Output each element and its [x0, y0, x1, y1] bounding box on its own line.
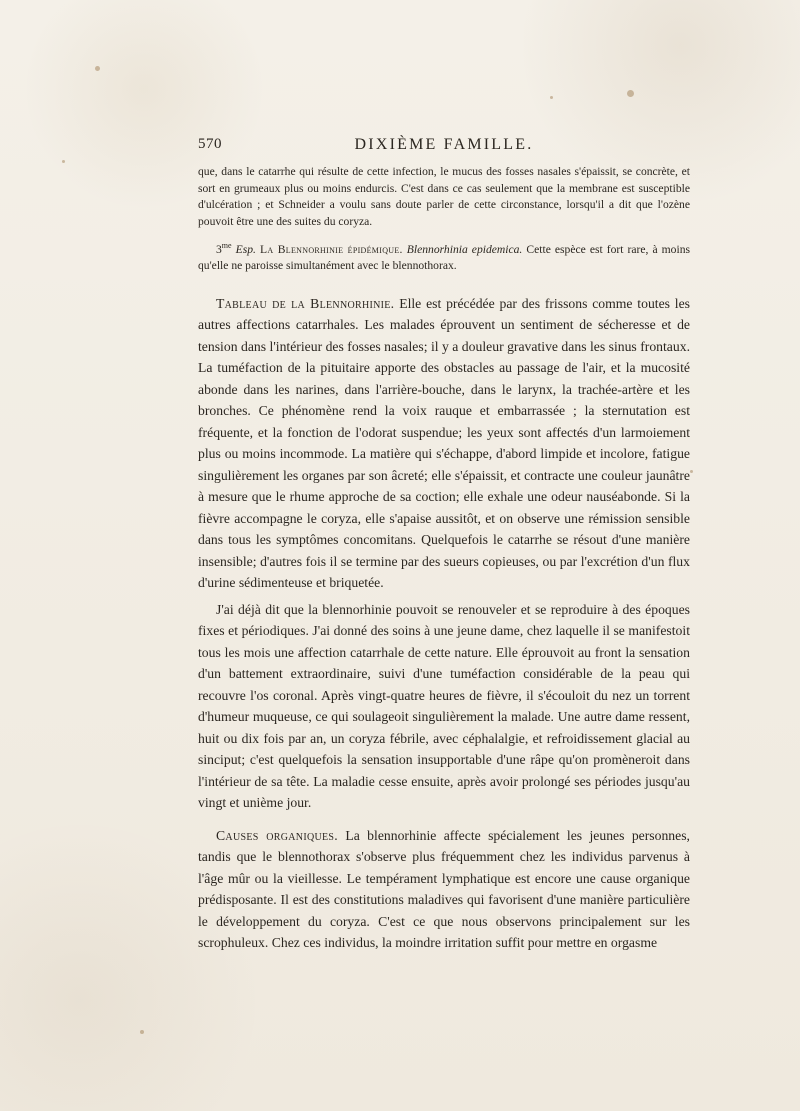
- paragraph-tableau: [198, 293, 690, 594]
- species-number: 3: [216, 242, 222, 256]
- species-title: La Blennorhinie épidémique.: [259, 242, 403, 256]
- paragraph-case-history: [198, 599, 690, 814]
- section-heading: Causes organiques.: [216, 827, 338, 843]
- paragraph-text: Cette espèce est fort rare, à moins qu'elle ne paroisse simultanément avec le blennothorax.: [198, 242, 690, 273]
- species-latin-name: Blennorhinia epidemica.: [406, 242, 523, 256]
- paper-speck: [690, 470, 693, 473]
- paragraph-text: La blennorhinie affecte spécialement les jeunes personnes, tandis que le blennothorax s'observe plus fréquemment chez les individus parvenus à l'âge mûr ou la vieillesse. Le tempérament lymphatique est encore une cause organique prédisposante. Il est des constitutions maladives qui favorisent d'une manière particulière le développement du coryza. C'est ce que nous observons principalement sur les scrophuleux. Chez ces individus, la moindre irritation suffit pour mettre en orgasme: [198, 827, 690, 951]
- paper-speck: [550, 96, 553, 99]
- species-number-suffix: me: [221, 241, 232, 250]
- section-heading: Tableau de la Blennorhinie.: [216, 295, 395, 311]
- paper-speck: [627, 90, 634, 97]
- paper-speck: [62, 160, 65, 163]
- paragraph-text: que, dans le catarrhe qui résulte de cette infection, le mucus des fosses nasales s'épaissit, se concrète, et sort en grumeaux plus ou moins endurcis. C'est dans ce cas seulement que la membrane est susceptible d'ulcération ; et Schneider a voulu sans doute parler de cette circonstance, lorsqu'il a dit que l'ozène pouvoit être une des suites du coryza.: [198, 165, 690, 228]
- paragraph-continuation: [198, 164, 690, 230]
- paragraph-text: J'ai déjà dit que la blennorhinie pouvoit se renouveler et se reproduire à des époques fixes et périodiques. J'ai donné des soins à une jeune dame, chez laquelle il se manifestoit tous les mois une affection catarrhale de cette nature. Elle éprouvoit au front la sensation d'un battement extraordinaire, suivi d'une tuméfaction considérable de la peau qui recouvre l'os coronal. Après vingt-quatre heures de fièvre, il s'écouloit du nez un torrent d'humeur muqueuse, ce qui soulageoit singulièrement la malade. Une autre dame ressent, huit ou dix fois par an, un coryza fébrile, avec céphalalgie, et refroidissement glacial au sinciput; c'est quelquefois la sensation insupportable d'une râpe qu'on promèneroit dans l'intérieur de sa tête. La maladie cesse ensuite, après avoir prolongé ses périodes jusqu'au vingt et unième jour.: [198, 601, 690, 811]
- paper-speck: [95, 66, 100, 71]
- species-abbrev: Esp.: [235, 242, 256, 256]
- body-text: [198, 164, 690, 959]
- page-number: 570: [198, 136, 222, 152]
- section-gap: [198, 283, 690, 293]
- page-header: [198, 136, 690, 158]
- running-head: DIXIÈME FAMILLE.: [354, 136, 534, 153]
- paragraph-species: [198, 238, 690, 275]
- paragraph-text: Elle est précédée par des frissons comme toutes les autres affections catarrhales. Les malades éprouvent un sentiment de sécheresse et de tension dans l'intérieur des fosses nasales; il y a douleur gravative dans les sinus frontaux. La tuméfaction de la pituitaire apporte des obstacles au passage de l'air, et la mucosité abonde dans les narines, dans l'arrière-bouche, dans le larynx, la trachée-artère et les bronches. Ce phénomène rend la voix rauque et embarrassée ; la sternutation est fréquente, et la fonction de l'odorat suspendue; les yeux sont affectés d'un larmoiement plus ou moins incommode. La matière qui s'échappe, d'abord limpide et incolore, fatigue singulièrement les organes par son âcreté; elle s'épaissit, et contracte une couleur jaunâtre à mesure que le rhume approche de sa coction; elle exhale une odeur nauséabonde. Si la fièvre accompagne le coryza, elle s'apaise aussitôt, et on observe une rémission sensible dans tous les symptômes concomitans. Quelquefois le catarrhe se résout d'une manière insensible; d'autres fois il se termine par des sueurs copieuses, ou par l'excrétion d'un flux d'urine sédimenteuse et briquetée.: [198, 295, 690, 591]
- paragraph-causes: [198, 825, 690, 954]
- paper-speck: [140, 1030, 144, 1034]
